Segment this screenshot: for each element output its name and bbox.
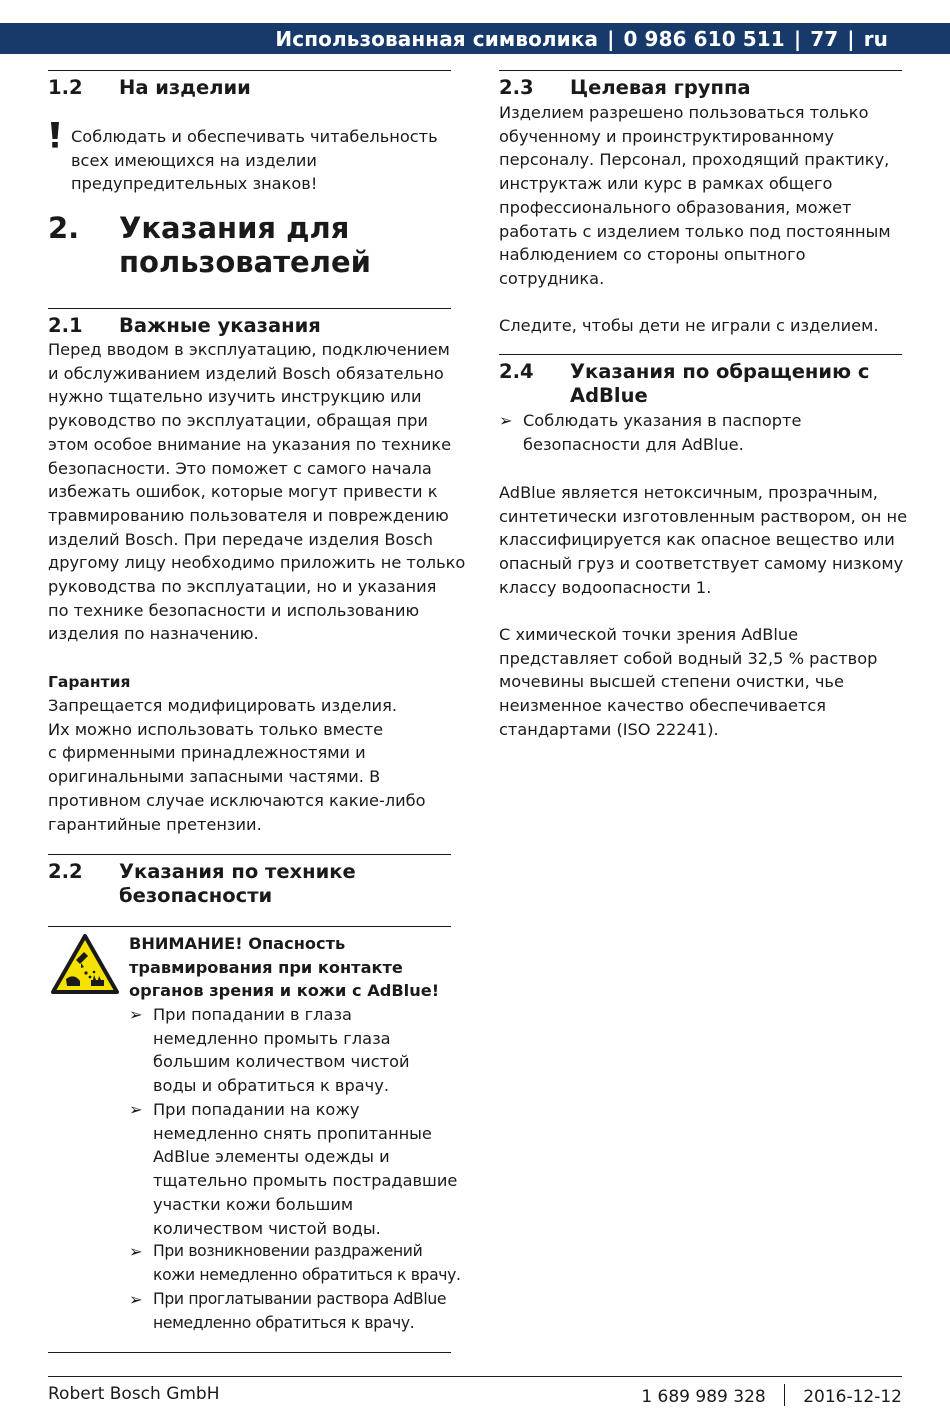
text-line: этом особое внимание на указания по технике bbox=[48, 434, 452, 454]
list-item-text bbox=[153, 1288, 446, 1335]
chapter-title bbox=[119, 211, 371, 279]
text-line: работать с изделием только под постоянным bbox=[499, 221, 891, 241]
section-rule bbox=[499, 70, 902, 71]
text-line: стандартами (ISO 22241). bbox=[499, 719, 719, 739]
list-item-text bbox=[153, 1240, 461, 1287]
arrow-bullet-icon: ➢ bbox=[129, 1290, 143, 1309]
text-line: неизменное качество обеспечивается bbox=[499, 696, 827, 716]
arrow-bullet-icon: ➢ bbox=[499, 411, 513, 430]
adblue-description bbox=[499, 481, 907, 600]
section-2-3-children-note: Следите, чтобы дети не играли с изделием. bbox=[499, 316, 879, 335]
text-line: представляет собой водный 32,5 % раствор bbox=[499, 648, 878, 668]
text-line: с фирменными принадлежностями и bbox=[48, 743, 366, 763]
text-line: нужно тщательно изучить инструкцию или bbox=[48, 387, 422, 407]
section-rule bbox=[48, 70, 451, 71]
text-line: другому лицу необходимо приложить не только bbox=[48, 553, 466, 573]
text-line: При попадании в глаза bbox=[153, 1005, 352, 1024]
chapter-title-line: пользователей bbox=[119, 245, 371, 279]
list-item-text bbox=[153, 1003, 410, 1098]
header-section: Использованная символика bbox=[275, 27, 599, 51]
text-line: травмированию пользователя и повреждению bbox=[48, 505, 449, 525]
adblue-chemistry bbox=[499, 623, 877, 742]
section-title-line: Указания по обращению с bbox=[570, 360, 870, 383]
text-line: по технике безопасности и использованию bbox=[48, 600, 420, 620]
warranty-text bbox=[48, 694, 426, 836]
text-line: AdBlue элементы одежды и bbox=[153, 1147, 390, 1167]
section-rule bbox=[48, 308, 451, 309]
list-item-text bbox=[523, 409, 801, 456]
text-line: Соблюдать указания в паспорте bbox=[523, 411, 802, 430]
section-title-line: AdBlue bbox=[570, 384, 648, 407]
text-line: мочевины высшей степени очистки, чье bbox=[499, 672, 844, 692]
text-line: обученному и проинструктированному bbox=[499, 126, 834, 146]
text-line: предупредительных знаков! bbox=[71, 174, 318, 194]
text-line: воды и обратиться к врачу. bbox=[153, 1076, 389, 1096]
text-line: изделия по назначению. bbox=[48, 624, 259, 644]
text-line: и обслуживанием изделий Bosch обязательно bbox=[48, 363, 444, 383]
text-line: тщательно промыть пострадавшие bbox=[153, 1171, 458, 1191]
header-page-number: 77 bbox=[810, 27, 839, 51]
text-line: всех имеющихся на изделии bbox=[71, 150, 317, 170]
header-separator: | bbox=[847, 27, 855, 51]
section-number: 2.3 bbox=[499, 76, 534, 99]
footer-doc-number: 1 689 989 328 bbox=[641, 1387, 766, 1407]
text-line: немедленно обратиться к врачу. bbox=[153, 1313, 415, 1332]
warning-title-line: травмирования при контакте bbox=[129, 957, 403, 977]
section-number: 1.2 bbox=[48, 76, 83, 99]
chapter-number: 2. bbox=[48, 211, 80, 245]
header-separator: | bbox=[607, 27, 615, 51]
text-line: сотрудника. bbox=[499, 268, 605, 288]
section-2-1-text bbox=[48, 338, 465, 646]
section-number: 2.1 bbox=[48, 314, 83, 337]
footer-company: Robert Bosch GmbH bbox=[48, 1384, 220, 1404]
arrow-bullet-icon: ➢ bbox=[129, 1100, 143, 1119]
text-line: инструктаж или курс в рамках общего bbox=[499, 174, 833, 194]
text-line: опасный груз и соответствует самому низкому bbox=[499, 554, 904, 574]
header-separator: | bbox=[793, 27, 802, 51]
header-doc-number: 0 986 610 511 bbox=[623, 27, 785, 51]
footer-right bbox=[641, 1384, 902, 1407]
text-line: немедленно снять пропитанные bbox=[153, 1123, 432, 1143]
text-line: персоналу. Персонал, проходящий практику, bbox=[499, 150, 890, 170]
header-bar bbox=[0, 23, 950, 54]
text-line: Изделием разрешено пользоваться только bbox=[499, 103, 869, 122]
text-line: противном случае исключаются какие-либо bbox=[48, 790, 426, 810]
section-number: 2.4 bbox=[499, 360, 534, 383]
section-rule bbox=[499, 354, 902, 355]
text-line: классифицируется как опасное вещество или bbox=[499, 530, 895, 550]
chapter-title-line: Указания для bbox=[119, 211, 350, 245]
arrow-bullet-icon: ➢ bbox=[129, 1005, 143, 1024]
section-number: 2.2 bbox=[48, 860, 83, 883]
text-line: руководства по эксплуатации, но и указания bbox=[48, 577, 437, 597]
text-line: безопасности. Это поможет с самого начала bbox=[48, 458, 432, 478]
text-line: изделий Bosch. При передаче изделия Bosch bbox=[48, 529, 434, 549]
warning-box-rule-bottom bbox=[48, 1352, 451, 1353]
text-line: оригинальными запасными частями. В bbox=[48, 767, 381, 787]
section-2-3-text bbox=[499, 101, 891, 291]
warning-title-line: органов зрения и кожи с AdBlue! bbox=[129, 981, 440, 1001]
section-title: Целевая группа bbox=[570, 76, 751, 99]
footer-date: 2016-12-12 bbox=[803, 1387, 902, 1407]
text-line: При возникновении раздражений bbox=[153, 1242, 423, 1260]
section-title bbox=[119, 860, 356, 908]
warning-title bbox=[129, 932, 439, 1003]
text-line: избежать ошибок, которые могут привести к bbox=[48, 482, 438, 502]
text-line: AdBlue является нетоксичным, прозрачным, bbox=[499, 483, 878, 502]
section-1-2-text bbox=[71, 125, 438, 196]
text-line: При проглатывании раствора AdBlue bbox=[153, 1290, 447, 1308]
text-line: гарантийные претензии. bbox=[48, 814, 262, 834]
footer-rule bbox=[48, 1376, 902, 1377]
text-line: количеством чистой воды. bbox=[153, 1218, 381, 1238]
list-item-text bbox=[153, 1098, 457, 1240]
exclamation-icon bbox=[48, 121, 62, 149]
header-language: ru bbox=[863, 27, 888, 51]
text-line: С химической точки зрения AdBlue bbox=[499, 625, 799, 644]
warning-title-line: ВНИМАНИЕ! Опасность bbox=[129, 934, 346, 953]
section-rule bbox=[48, 854, 451, 855]
text-line: наблюдением со стороны опытного bbox=[499, 245, 806, 265]
header-text bbox=[275, 27, 888, 51]
text-line: классу водоопасности 1. bbox=[499, 577, 712, 597]
text-line: руководство по эксплуатации, обращая при bbox=[48, 411, 428, 431]
section-title: На изделии bbox=[119, 76, 251, 99]
text-line: немедленно промыть глаза bbox=[153, 1028, 391, 1048]
text-line: кожи немедленно обратиться к врачу. bbox=[153, 1265, 461, 1284]
text-line: Соблюдать и обеспечивать читабельность bbox=[71, 127, 438, 146]
section-title bbox=[570, 360, 869, 408]
footer-separator bbox=[784, 1384, 786, 1406]
warning-box-rule-top bbox=[48, 926, 451, 927]
text-line: профессионального образования, может bbox=[499, 197, 852, 217]
text-line: Их можно использовать только вместе bbox=[48, 719, 384, 739]
section-title-line: безопасности bbox=[119, 884, 273, 907]
section-title: Важные указания bbox=[119, 314, 321, 337]
warning-triangle-icon bbox=[50, 933, 120, 995]
text-line: синтетически изготовленным раствором, он не bbox=[499, 506, 908, 526]
text-line: Запрещается модифицировать изделия. bbox=[48, 696, 397, 715]
warranty-title: Гарантия bbox=[48, 673, 131, 691]
text-line: большим количеством чистой bbox=[153, 1052, 410, 1072]
text-line: При попадании на кожу bbox=[153, 1100, 360, 1119]
section-title-line: Указания по технике bbox=[119, 860, 356, 883]
text-line: Перед вводом в эксплуатацию, подключением bbox=[48, 340, 450, 359]
text-line: безопасности для AdBlue. bbox=[523, 434, 744, 454]
text-line: участки кожи большим bbox=[153, 1194, 354, 1214]
arrow-bullet-icon: ➢ bbox=[129, 1242, 143, 1261]
